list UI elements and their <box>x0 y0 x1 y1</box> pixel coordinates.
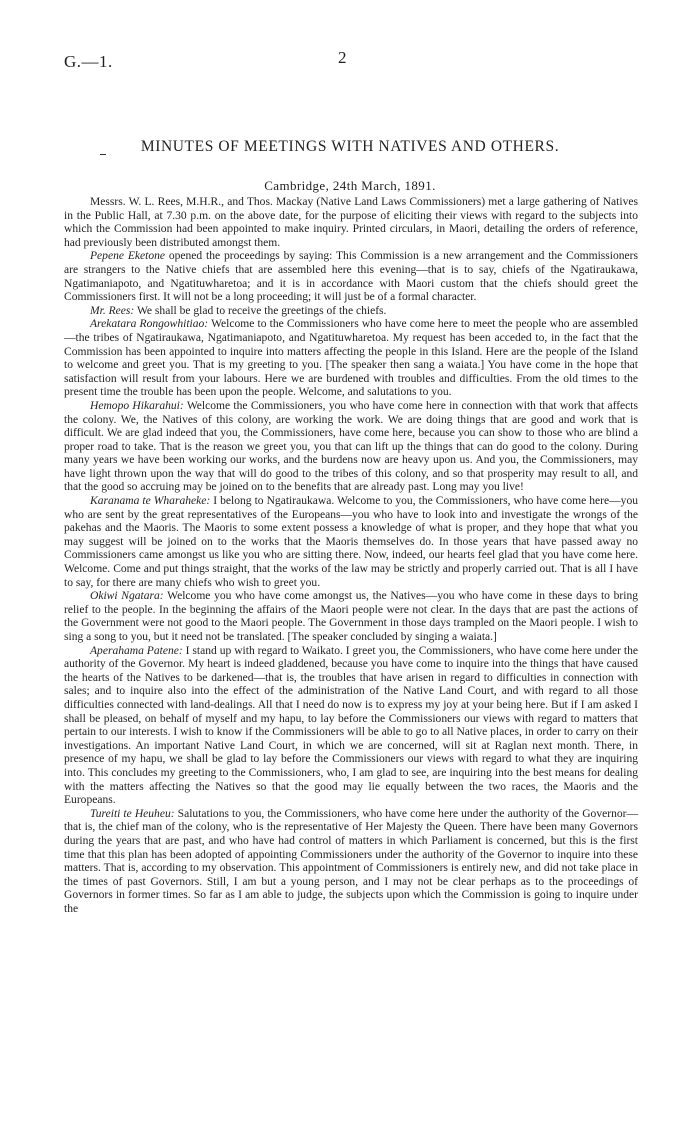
dateline: Cambridge, 24th March, 1891. <box>264 178 436 193</box>
paragraph <box>64 495 638 590</box>
margin-mark <box>100 154 106 155</box>
speaker-name: Arekatara Rongowhitiao: <box>90 318 209 331</box>
paragraph-text: I belong to Ngatiraukawa. Welcome to you, the Commissioners, who have come here—you who are sent by the great representatives of the Europeans—you who have to look into and investigate the wrongs of the pakehas and the Maoris. The Maoris to some extent possess a knowledge of what is proper, and they hope that what you may suggest will be joined on to the works that the Maoris themselves do. In those years that have passed away no Commissioners came amongst us like you who are sitting there. Now, indeed, our hearts feel glad that you have come here. Welcome. Come and put things straight, that the works of the law may be strictly and properly carried out. That is all I have to say, for there are many chiefs who wish to greet you. <box>64 495 639 589</box>
page-number: 2 <box>338 48 347 67</box>
paragraph <box>64 590 638 644</box>
paragraph <box>64 400 638 495</box>
paragraph-text: I stand up with regard to Waikato. I greet you, the Commissioners, who have come here under the authority of the Governor. My heart is indeed gladdened, because you have come to inquire into the things that have caused the hearts of the Natives to be darkened—that is, the troubles that have arisen in regard to difficulties in connection with sales; and to inquire also into the effect of the administration of the Native Land Court, and with regard to all those difficulties connected with land-dealings. All that I need do now is to express my joy at your being here. But if I am asked I shall be pleased, on behalf of myself and my hapu, to lay before the Commissioners our views with regard to matters that pertain to our interests. I wish to know if the Commissioners will be able to go to all Native places, in order to carry on their investigations. An important Native Land Court, in which we are concerned, will sit at Raglan next month. There, in presence of my hapu, we shall be glad to lay before the Commissioners our views with regard to what they are inquiring into. This concludes my greeting to the Commissioners, who, I am glad to see, are inquiring into the best means for dealing with the matters affecting the Natives so that the good may lie equally between the two races, the Maoris and the Europeans. <box>64 644 638 807</box>
paragraph-text: Welcome the Commissioners, you who have come here in connection with that work that affects the colony. We, the Natives of this colony, are working the work. We are doing things that are good and work that is difficult. We are glad indeed that you, the Commissioners, have come here, because you can show to those who are blind a proper road to take. That is the reason we greet you, you that can lift up the things that can do good to the colony. During many years we have been working our works, and the burdens now are heavy upon us. And you, the Commissioners, may have light thrown upon the way that will do good to the tribes of this colony, and so that prosperity may result to all, and that the good so accruing may be joined on to the benefits that are already past. Long may you live! <box>64 399 638 494</box>
paragraph <box>64 808 638 917</box>
paragraph-text: Messrs. W. L. Rees, M.H.R., and Thos. Mackay (Native Land Laws Commissioners) met a large gathering of Natives in the Public Hall, at 7.30 p.m. on the above date, for the purpose of eliciting their views with regard to the subjects into which the Commission had been appointed to make inquiry. Printed circulars, in Maori, detailing the orders of reference, had previously been distributed amongst them. <box>64 196 638 249</box>
paragraph-text: Welcome to the Commissioners who have come here to meet the people who are assembled—the tribes of Ngatiraukawa, Ngatimaniapoto, and Ngatituwharetoa. My request has been acceded to, in the fact that the Commission has been appointed to inquire into matters affecting the people in this Island. Here are the people of the Island to welcome and greet you. That is my greeting to you. [The speaker then sang a waiata.] You have come in the hope that satisfaction will result from your labours. Here we are burdened with troubles and difficulties. From the old times to the present time the trouble has been upon the people. Welcome, and salutations to you. <box>64 318 638 399</box>
paragraph <box>64 250 638 304</box>
speaker-name: Okiwi Ngatara: <box>90 590 164 603</box>
body-text <box>64 196 638 916</box>
paragraph-text: opened the proceedings by saying: This Commission is a new arrangement and the Commissioners are strangers to the Native chiefs that are assembled here this evening—that is to say, chiefs of the Ngatiraukawa, Ngatimaniapoto, and Ngatituwharetoa; and it is in accordance with Maori custom that the chiefs should greet the Commissioners first. It will not be a long proceeding; it will just be of a formal character. <box>64 250 638 304</box>
speaker-name: Hemopo Hikarahui: <box>90 399 184 412</box>
paragraph <box>64 645 638 808</box>
paragraph <box>64 305 638 319</box>
speaker-name: Aperahama Patene: <box>90 644 183 657</box>
speaker-name: Mr. Rees: <box>90 304 135 317</box>
paragraph-text: Welcome you who have come amongst us, the Natives—you who have come in these days to bring relief to the people. In the beginning the affairs of the Maori people were not clear. In the days that are past the actions of the Government were not good to the Maori people. The Government in those days trampled on the Maori people. I wish to sing a song to you, but it need not be translated. [The speaker concluded by singing a waiata.] <box>64 590 639 643</box>
speaker-name: Pepene Eketone <box>90 250 165 263</box>
paragraph-text: Salutations to you, the Commissioners, who have come here under the authority of the Governor—that is, the chief man of the colony, who is the representative of Her Majesty the Queen. There have been many Governors during the years that are past, and who have had control of matters in which Parliament is concerned, but this is the first time that this plan has been adopted of appointing Commissioners under the authority of the Governor to inquire into these matters. That is, according to my observation. This appointment of Commissioners is entirely new, and did not take place in the times of past Governors. Still, I am but a young person, and I may not be clear perhaps as to the proceedings of Governors in former times. So far as I am able to judge, the subjects upon which the Commission is going to inquire under the <box>64 807 639 915</box>
paragraph <box>64 196 638 250</box>
paragraph <box>64 318 638 400</box>
speaker-name: Karanama te Wharaheke: <box>90 495 211 508</box>
document-reference: G.—1. <box>64 52 113 71</box>
page-title: MINUTES OF MEETINGS WITH NATIVES AND OTHERS. <box>140 138 560 155</box>
speaker-name: Tureiti te Heuheu: <box>90 807 175 820</box>
paragraph-text: We shall be glad to receive the greetings of the chiefs. <box>136 304 387 317</box>
